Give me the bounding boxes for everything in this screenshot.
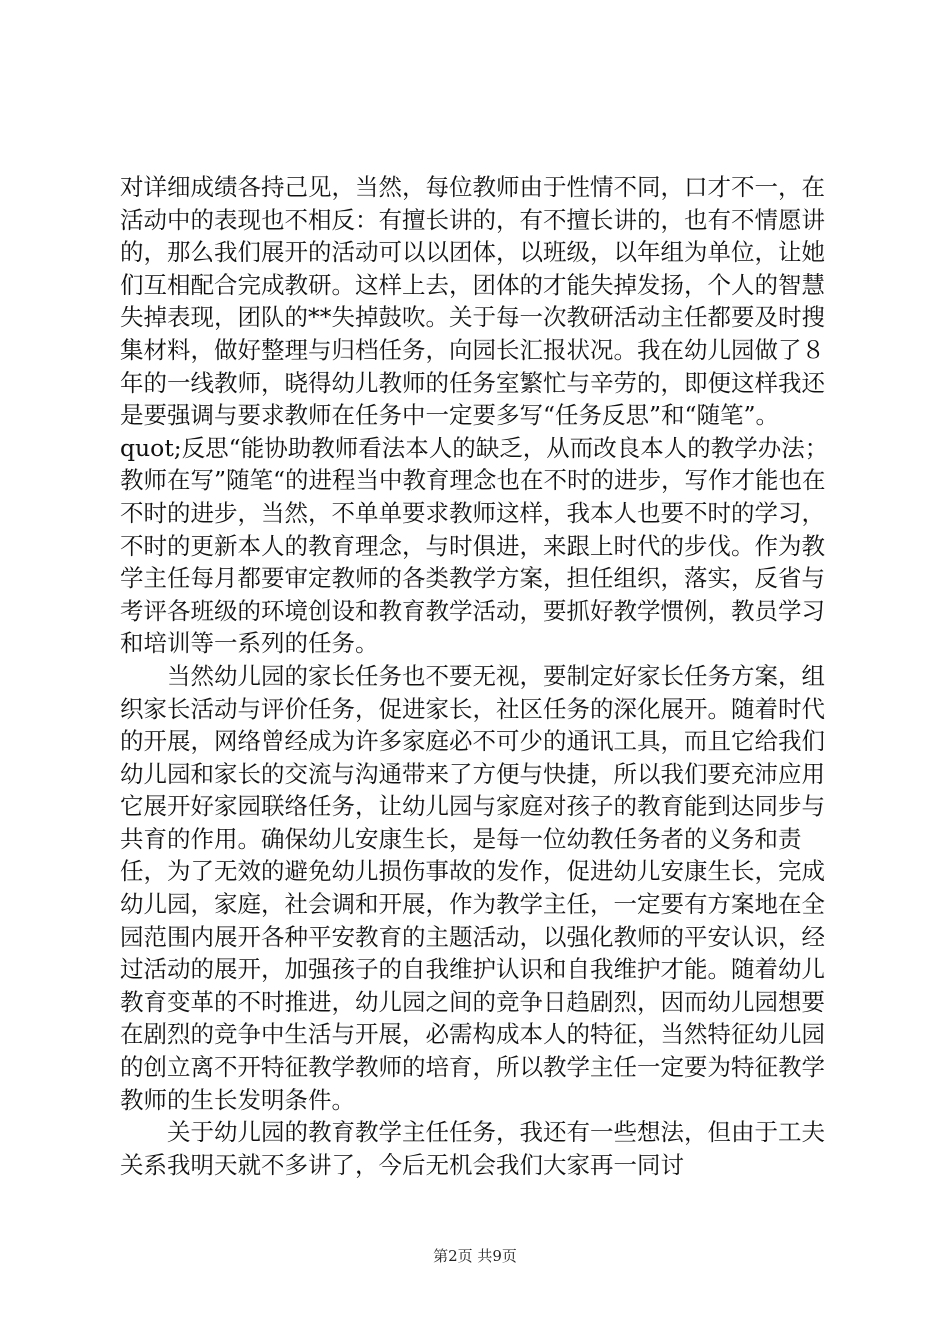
document-body	[120, 171, 832, 1181]
paragraph-3: 关于幼儿园的教育教学主任任务，我还有一些想法，但由于工夫关系我明天就不多讲了，今后无机会我们大家再一同讨	[120, 1118, 825, 1179]
paragraph-2: 当然幼儿园的家长任务也不要无视，要制定好家长任务方案，组织家长活动与评价任务，促进家长，社区任务的深化展开。随着时代的开展，网络曾经成为许多家庭必不可少的通讯工具，而且它给我们幼儿园和家长的交流与沟通带来了方便与快捷，所以我们要充沛应用它展开好家园联络任务，让幼儿园与家庭对孩子的教育能到达同步与共育的作用。确保幼儿安康生长，是每一位幼教任务者的义务和责任，为了无效的避免幼儿损伤事故的发作，促进幼儿安康生长，完成幼儿园，家庭，社会调和开展，作为教学主任，一定要有方案地在全园范围内展开各种平安教育的主题活动，以强化教师的平安认识，经过活动的展开，加强孩子的自我维护认识和自我维护才能。随着幼儿教育变革的不时推进，幼儿园之间的竞争日趋剧烈，因而幼儿园想要在剧烈的竞争中生活与开展，必需构成本人的特征，当然特征幼儿园的创立离不开特征教学教师的培育，所以教学主任一定要为特征教学教师的生长发明条件。	[120, 661, 825, 1114]
paragraph-1: 对详细成绩各持己见，当然，每位教师由于性情不同，口才不一，在活动中的表现也不相反：有擅长讲的，有不擅长讲的，也有不情愿讲的，那么我们展开的活动可以以团体，以班级，以年组为单位，让她们互相配合完成教研。这样上去，团体的才能失掉发扬，个人的智慧失掉表现，团队的**失掉鼓吹。关于每一次教研活动主任都要及时搜集材料，做好整理与归档任务，向园长汇报状况。我在幼儿园做了８年的一线教师，晓得幼儿教师的任务室繁忙与辛劳的，即便这样我还是要强调与要求教师在任务中一定要多写“任务反思”和“随笔”。quot;反思“能协助教师看法本人的缺乏，从而改良本人的教学办法；教师在写”随笔“的进程当中教育理念也在不时的进步，写作才能也在不时的进步，当然，不单单要求教师这样，我本人也要不时的学习，不时的更新本人的教育理念，与时俱进，来跟上时代的步伐。作为教学主任每月都要审定教师的各类教学方案，担任组织，落实，反省与考评各班级的环境创设和教育教学活动，要抓好教学惯例，教员学习和培训等一系列的任务。	[120, 173, 829, 658]
page-number-footer: 第2页 共9页	[433, 1247, 517, 1265]
